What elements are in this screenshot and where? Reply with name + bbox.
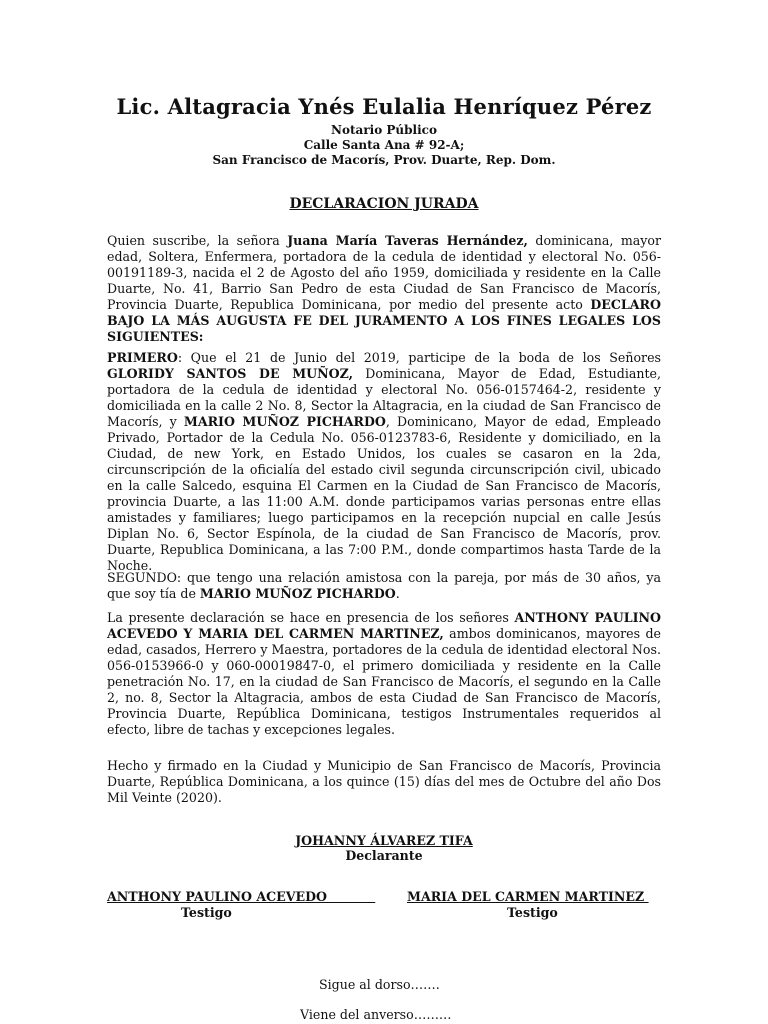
witness1-role: Testigo [181, 905, 232, 920]
notary-name: Lic. Altagracia Ynés Eulalia Henríquez Pérez [116, 94, 652, 119]
primero-label: PRIMERO [107, 350, 178, 365]
primero-paragraph [107, 350, 661, 574]
bride-name: GLORIDY SANTOS DE MUÑOZ, [107, 366, 353, 381]
segundo-groom-name: MARIO MUÑOZ PICHARDO [199, 586, 396, 601]
declarant-name-inline: Juana María Taveras Hernández, [287, 233, 528, 248]
segundo-paragraph [107, 570, 661, 602]
declarant-role: Declarante [345, 848, 423, 863]
witness2-role: Testigo [507, 905, 558, 920]
continues-overleaf-note: Sigue al dorso……. [319, 977, 440, 992]
presente-text-1: La presente declaración se hace en presencia de los señores [107, 610, 515, 625]
notary-address-line2: San Francisco de Macorís, Prov. Duarte, Rep. Dom. [212, 153, 556, 167]
notary-address-line1: Calle Santa Ana # 92-A; [303, 138, 465, 152]
witness2-signature-name: MARIA DEL CARMEN MARTINEZ [407, 889, 649, 904]
witnesses-names-inline: ANTHONY PAULINO ACEVEDO Y MARIA DEL CARMEN MARTINEZ, [107, 610, 661, 641]
declarant-signature-name: JOHANNY ÁLVAREZ TIFA [295, 833, 473, 848]
primero-text-1: : Que el 21 de Junio del 2019, participe de la boda de los Señores [177, 350, 661, 365]
presente-text-2: ambos dominicanos, mayores de edad, casados, Herrero y Maestra, portadores de la cedula de identidad electoral Nos. 056-0153966-0 y 060-00019847-0, el primero domiciliada y residente en la Calle penetración No. 17, en la ciudad de San Francisco de Macorís, el segundo en la Calle 2, no. 8, Sector la Altagracia, ambos de esta Ciudad de San Francisco de Macorís, Provincia Duarte, República Dominicana, testigos Instrumentales requeridos al efecto, libre de tachas y excepciones legales. [107, 626, 662, 737]
segundo-text-2: . [395, 586, 400, 601]
primero-text-3: , Dominicano, Mayor de edad, Empleado Privado, Portador de la Cedula No. 056-0123783-6, Residente y domiciliado, en la Ciudad, de new York, en Estado Unidos, los cuales se casaron en la 2da, circunscripción de la oficialía del estado civil segunda circunscripción civil, ubicado en la calle Salcedo, esquina El Carmen en la Ciudad de San Francisco de Macorís, provincia Duarte, a las 11:00 A.M. donde participamos varias personas entre ellas amistades y familiares; luego participamos en la recepción nupcial en calle Jesús Diplan No. 6, Sector Espínola, de la ciudad de San Francisco de Macorís, prov. Duarte, Republica Dominicana, a las 7:00 P.M., donde compartimos hasta Tarde de la Noche. [107, 414, 661, 573]
witness1-signature-name: ANTHONY PAULINO ACEVEDO [107, 889, 376, 904]
primero-text-2: Dominicana, Mayor de Edad, Estudiante, portadora de la cedula de identidad y electoral No. 056-0157464-2, residente y domiciliada en la calle 2 No. 8, Sector la Altagracia, en la ciudad de San Francisco de Macorís, y [107, 366, 661, 429]
declaration-statement: DECLARO BAJO LA MÁS AUGUSTA FE DEL JURAMENTO A LOS FINES LEGALES LOS SIGUIENTES: [107, 297, 661, 344]
intro-paragraph [107, 233, 661, 345]
continued-from-front-note: Viene del anverso……… [300, 1007, 452, 1022]
notary-title: Notario Público [331, 123, 437, 137]
segundo-text-1: SEGUNDO: que tengo una relación amistosa con la pareja, por más de 30 años, ya que soy tía de [107, 570, 661, 601]
groom-name: MARIO MUÑOZ PICHARDO [183, 414, 386, 429]
document-title: DECLARACION JURADA [289, 196, 479, 212]
closing-paragraph: Hecho y firmado en la Ciudad y Municipio de San Francisco de Macorís, Provincia Duarte, República Dominicana, a los quince (15) días del mes de Octubre del año Dos Mil Veinte (2020). [107, 758, 661, 805]
intro-text-1: Quien suscribe, la señora [107, 233, 288, 248]
intro-text-2: dominicana, mayor edad, Soltera, Enfermera, portadora de la cedula de identidad y electoral No. 056-00191189-3, nacida el 2 de Agosto del año 1959, domiciliada y residente en la Calle Duarte, No. 41, Barrio San Pedro de esta Ciudad de San Francisco de Macorís, Provincia Duarte, Republica Dominicana, por medio del presente acto [107, 233, 661, 312]
presente-paragraph [107, 610, 661, 738]
